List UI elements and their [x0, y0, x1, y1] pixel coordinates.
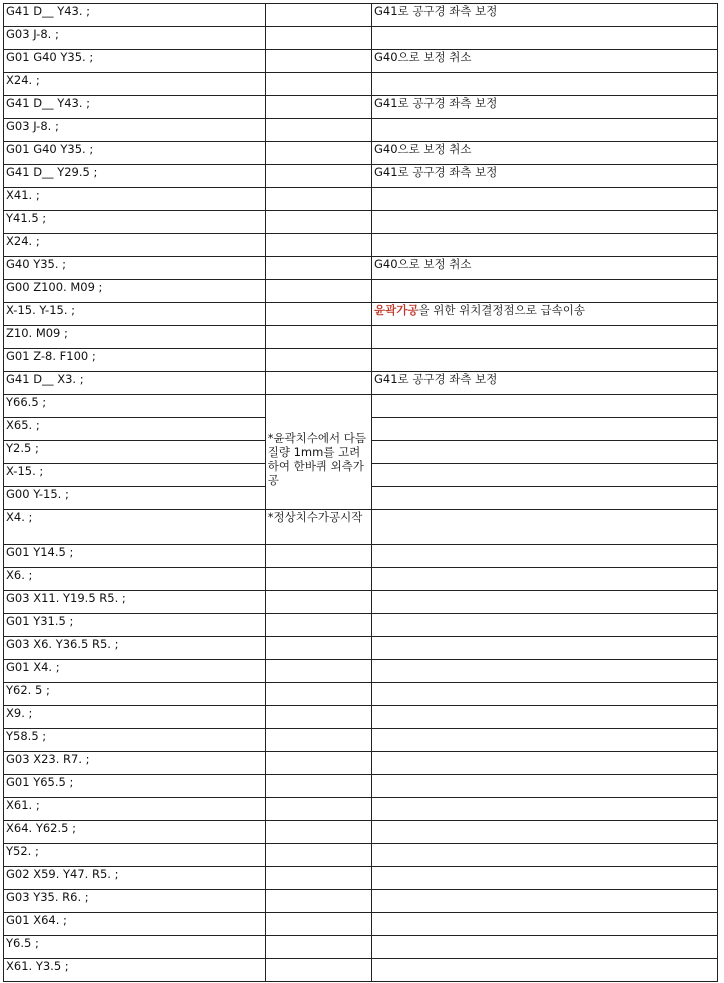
- nc-code-cell: G03 X6. Y36.5 R5. ;: [4, 637, 266, 660]
- note-cell: [265, 729, 371, 752]
- note-cell: [265, 73, 371, 96]
- comment-cell: [372, 303, 718, 326]
- highlight-text: 윤곽가공: [374, 303, 419, 317]
- table-row: [4, 211, 718, 234]
- table-row: [4, 568, 718, 591]
- nc-code-cell: G41 D__ Y43. ;: [4, 4, 266, 27]
- table-row: [4, 752, 718, 775]
- nc-code-cell: G03 J-8. ;: [4, 27, 266, 50]
- comment-text: 을 위한 위치결정점으로 급속이송: [418, 303, 585, 317]
- nc-code-cell: X64. Y62.5 ;: [4, 821, 266, 844]
- note-cell: [265, 568, 371, 591]
- comment-cell: [372, 729, 718, 752]
- table-row: [4, 890, 718, 913]
- note-normal-dimension: *정상치수가공시작: [265, 510, 371, 545]
- table-row: [4, 936, 718, 959]
- comment-cell: [372, 798, 718, 821]
- note-cell: [265, 188, 371, 211]
- nc-code-cell: G01 G40 Y35. ;: [4, 142, 266, 165]
- nc-code-cell: G41 D__ Y43. ;: [4, 96, 266, 119]
- note-cell: [265, 349, 371, 372]
- nc-code-cell: X4. ;: [4, 510, 266, 545]
- nc-code-cell: G41 D__ X3. ;: [4, 372, 266, 395]
- nc-code-cell: X24. ;: [4, 73, 266, 96]
- comment-cell: G40으로 보정 취소: [372, 50, 718, 73]
- nc-code-cell: G01 X4. ;: [4, 660, 266, 683]
- note-cell: [265, 257, 371, 280]
- comment-cell: [372, 936, 718, 959]
- comment-cell: [372, 73, 718, 96]
- table-row: [4, 119, 718, 142]
- note-cell: [265, 660, 371, 683]
- table-row: [4, 510, 718, 545]
- comment-cell: [372, 867, 718, 890]
- nc-code-cell: G03 Y35. R6. ;: [4, 890, 266, 913]
- nc-code-cell: X6. ;: [4, 568, 266, 591]
- note-cell: [265, 752, 371, 775]
- comment-cell: G41로 공구경 좌측 보정: [372, 96, 718, 119]
- note-cell: [265, 591, 371, 614]
- nc-code-cell: G03 J-8. ;: [4, 119, 266, 142]
- comment-cell: [372, 706, 718, 729]
- table-row: [4, 257, 718, 280]
- comment-cell: [372, 775, 718, 798]
- comment-cell: [372, 637, 718, 660]
- note-cell: [265, 844, 371, 867]
- comment-cell: G40으로 보정 취소: [372, 257, 718, 280]
- table-row: [4, 142, 718, 165]
- table-row: [4, 4, 718, 27]
- comment-cell: [372, 660, 718, 683]
- comment-cell: [372, 890, 718, 913]
- comment-cell: [372, 464, 718, 487]
- table-row: [4, 326, 718, 349]
- table-row: [4, 395, 718, 418]
- note-cell: [265, 4, 371, 27]
- table-row: [4, 280, 718, 303]
- note-finish-allowance: *윤곽치수에서 다듬질량 1mm를 고려하여 한바퀴 외측가공: [265, 395, 371, 510]
- note-cell: [265, 545, 371, 568]
- note-cell: [265, 50, 371, 73]
- comment-cell: [372, 119, 718, 142]
- nc-code-cell: Y62. 5 ;: [4, 683, 266, 706]
- nc-code-cell: G00 Y-15. ;: [4, 487, 266, 510]
- comment-cell: [372, 683, 718, 706]
- comment-cell: [372, 545, 718, 568]
- table-row: [4, 96, 718, 119]
- nc-program-table: [3, 3, 718, 982]
- note-cell: [265, 142, 371, 165]
- table-row: [4, 545, 718, 568]
- note-cell: [265, 890, 371, 913]
- nc-code-cell: G01 Z-8. F100 ;: [4, 349, 266, 372]
- nc-code-cell: Y41.5 ;: [4, 211, 266, 234]
- table-row: [4, 637, 718, 660]
- comment-cell: [372, 441, 718, 464]
- table-row: [4, 844, 718, 867]
- nc-code-cell: Y2.5 ;: [4, 441, 266, 464]
- comment-cell: [372, 568, 718, 591]
- nc-code-cell: G01 Y31.5 ;: [4, 614, 266, 637]
- note-cell: [265, 821, 371, 844]
- note-cell: [265, 96, 371, 119]
- table-row: [4, 821, 718, 844]
- nc-code-cell: Z10. M09 ;: [4, 326, 266, 349]
- note-cell: [265, 614, 371, 637]
- comment-cell: G41로 공구경 좌측 보정: [372, 4, 718, 27]
- comment-cell: G41로 공구경 좌측 보정: [372, 372, 718, 395]
- table-row: [4, 798, 718, 821]
- nc-code-cell: G40 Y35. ;: [4, 257, 266, 280]
- note-cell: [265, 234, 371, 257]
- comment-cell: [372, 913, 718, 936]
- table-row: [4, 50, 718, 73]
- table-row: [4, 867, 718, 890]
- comment-cell: [372, 326, 718, 349]
- note-cell: [265, 372, 371, 395]
- nc-code-cell: G41 D__ Y29.5 ;: [4, 165, 266, 188]
- note-cell: [265, 867, 371, 890]
- comment-cell: [372, 844, 718, 867]
- note-cell: [265, 303, 371, 326]
- comment-cell: [372, 487, 718, 510]
- comment-cell: [372, 27, 718, 50]
- comment-cell: G41로 공구경 좌측 보정: [372, 165, 718, 188]
- note-cell: [265, 706, 371, 729]
- nc-code-cell: G01 Y14.5 ;: [4, 545, 266, 568]
- nc-code-cell: G01 Y65.5 ;: [4, 775, 266, 798]
- nc-code-cell: X-15. Y-15. ;: [4, 303, 266, 326]
- table-row: [4, 372, 718, 395]
- table-row: [4, 729, 718, 752]
- table-row: [4, 706, 718, 729]
- nc-code-cell: G01 X64. ;: [4, 913, 266, 936]
- comment-cell: [372, 959, 718, 982]
- note-cell: [265, 683, 371, 706]
- note-cell: [265, 798, 371, 821]
- nc-code-cell: X65. ;: [4, 418, 266, 441]
- table-row: [4, 683, 718, 706]
- note-cell: [265, 913, 371, 936]
- note-cell: [265, 637, 371, 660]
- comment-cell: [372, 349, 718, 372]
- comment-cell: [372, 188, 718, 211]
- note-cell: [265, 936, 371, 959]
- note-cell: [265, 119, 371, 142]
- note-cell: [265, 326, 371, 349]
- table-row: [4, 165, 718, 188]
- comment-cell: [372, 280, 718, 303]
- comment-cell: [372, 821, 718, 844]
- nc-code-cell: Y52. ;: [4, 844, 266, 867]
- table-row: [4, 349, 718, 372]
- nc-code-cell: G00 Z100. M09 ;: [4, 280, 266, 303]
- table-row: [4, 775, 718, 798]
- note-cell: [265, 280, 371, 303]
- table-row: [4, 591, 718, 614]
- table-row: [4, 27, 718, 50]
- comment-cell: [372, 418, 718, 441]
- note-cell: [265, 165, 371, 188]
- comment-cell: [372, 752, 718, 775]
- comment-cell: [372, 591, 718, 614]
- table-row: [4, 959, 718, 982]
- table-row: [4, 73, 718, 96]
- nc-code-cell: G03 X23. R7. ;: [4, 752, 266, 775]
- comment-cell: [372, 211, 718, 234]
- note-cell: [265, 775, 371, 798]
- table-row: [4, 303, 718, 326]
- table-row: [4, 614, 718, 637]
- comment-cell: G40으로 보정 취소: [372, 142, 718, 165]
- nc-code-cell: X61. Y3.5 ;: [4, 959, 266, 982]
- nc-code-cell: X61. ;: [4, 798, 266, 821]
- note-cell: [265, 211, 371, 234]
- table-row: [4, 234, 718, 257]
- comment-cell: [372, 614, 718, 637]
- comment-cell: [372, 510, 718, 545]
- comment-cell: [372, 234, 718, 257]
- nc-code-cell: G03 X11. Y19.5 R5. ;: [4, 591, 266, 614]
- table-row: [4, 188, 718, 211]
- nc-code-cell: X41. ;: [4, 188, 266, 211]
- note-cell: [265, 959, 371, 982]
- nc-code-cell: X-15. ;: [4, 464, 266, 487]
- table-row: [4, 913, 718, 936]
- nc-code-cell: Y6.5 ;: [4, 936, 266, 959]
- comment-cell: [372, 395, 718, 418]
- table-row: [4, 660, 718, 683]
- nc-code-cell: Y66.5 ;: [4, 395, 266, 418]
- nc-code-cell: G01 G40 Y35. ;: [4, 50, 266, 73]
- nc-code-cell: X9. ;: [4, 706, 266, 729]
- nc-code-cell: X24. ;: [4, 234, 266, 257]
- nc-code-cell: Y58.5 ;: [4, 729, 266, 752]
- note-cell: [265, 27, 371, 50]
- nc-code-cell: G02 X59. Y47. R5. ;: [4, 867, 266, 890]
